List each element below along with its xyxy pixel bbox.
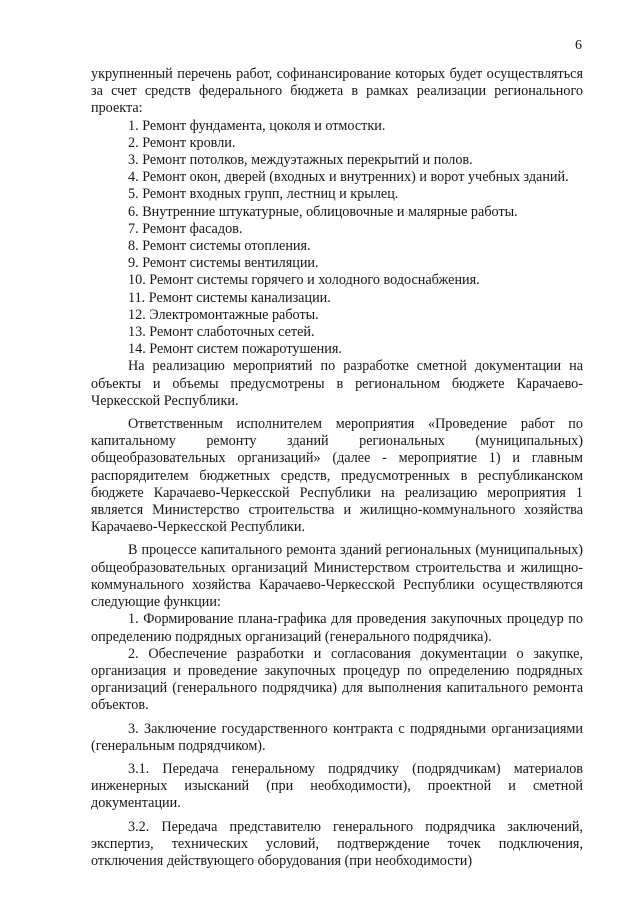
function-item: 2. Обеспечение разработки и согласования документации о закупке, организация и проведение закупочных процедур по определению подрядных организаций (генерального подрядчика) для выполнения капитального ремонта объектов. bbox=[91, 645, 583, 714]
work-list-item: 8. Ремонт системы отопления. bbox=[128, 238, 311, 255]
work-list-item: 7. Ремонт фасадов. bbox=[128, 220, 243, 237]
work-list-item: 4. Ремонт окон, дверей (входных и внутренних) и ворот учебных зданий. bbox=[128, 169, 569, 186]
responsible-executor-paragraph: Ответственным исполнителем мероприятия «Проведение работ по капитальному ремонту зданий региональных (муниципальных) общеобразовательных организаций» (далее - мероприятие 1) и главным распорядителем бюджетных средств, предусмотренных в республиканском бюджете Карачаево-Черкесской Республики на реализацию мероприятия 1 является Министерство строительства и жилищно-коммунального хозяйства Карачаево-Черкесской Республики. bbox=[91, 416, 583, 536]
work-list-item: 6. Внутренние штукатурные, облицовочные и малярные работы. bbox=[128, 203, 518, 220]
work-list-item: 5. Ремонт входных групп, лестниц и крылец. bbox=[128, 186, 399, 203]
work-list-item: 11. Ремонт системы канализации. bbox=[128, 289, 331, 306]
function-item: 1. Формирование плана-графика для проведения закупочных процедур по определению подрядных организаций (генерального подрядчика). bbox=[91, 611, 583, 645]
work-list-item: 12. Электромонтажные работы. bbox=[128, 306, 319, 323]
functions-intro-paragraph: В процессе капитального ремонта зданий региональных (муниципальных) общеобразовательных организаций Министерством строительства и жилищно-коммунального хозяйства Карачаево-Черкесской Республики осуществляются следующие функции: bbox=[91, 542, 583, 611]
page-number: 6 bbox=[575, 38, 582, 53]
work-list-item: 9. Ремонт системы вентиляции. bbox=[128, 255, 319, 272]
work-list-item: 14. Ремонт систем пожаротушения. bbox=[128, 341, 342, 358]
work-list-item: 1. Ремонт фундамента, цоколя и отмостки. bbox=[128, 117, 386, 134]
budget-paragraph: На реализацию мероприятий по разработке сметной документации на объекты и объемы предусмотрены в региональном бюджете Карачаево-Черкесской Республики. bbox=[91, 358, 583, 409]
work-list-item: 2. Ремонт кровли. bbox=[128, 134, 236, 151]
function-item: 3.1. Передача генеральному подрядчику (подрядчикам) материалов инженерных изысканий (при необходимости), проектной и сметной документации. bbox=[91, 760, 583, 812]
function-item: 3.2. Передача представителю генерального подрядчика заключений, экспертиз, технических условий, подтверждение точек подключения, отключения действующего оборудования (при необходимости) bbox=[91, 818, 583, 869]
work-list-item: 13. Ремонт слаботочных сетей. bbox=[128, 324, 315, 341]
function-item: 3. Заключение государственного контракта с подрядными организациями (генеральным подрядчиком). bbox=[91, 720, 583, 754]
work-list-item: 10. Ремонт системы горячего и холодного водоснабжения. bbox=[128, 272, 480, 289]
intro-paragraph: укрупненный перечень работ, софинансирование которых будет осуществляться за счет средств федерального бюджета в рамках реализации регионального проекта: bbox=[91, 66, 583, 117]
document-body bbox=[91, 66, 583, 870]
work-list-item: 3. Ремонт потолков, междуэтажных перекрытий и полов. bbox=[128, 152, 473, 169]
